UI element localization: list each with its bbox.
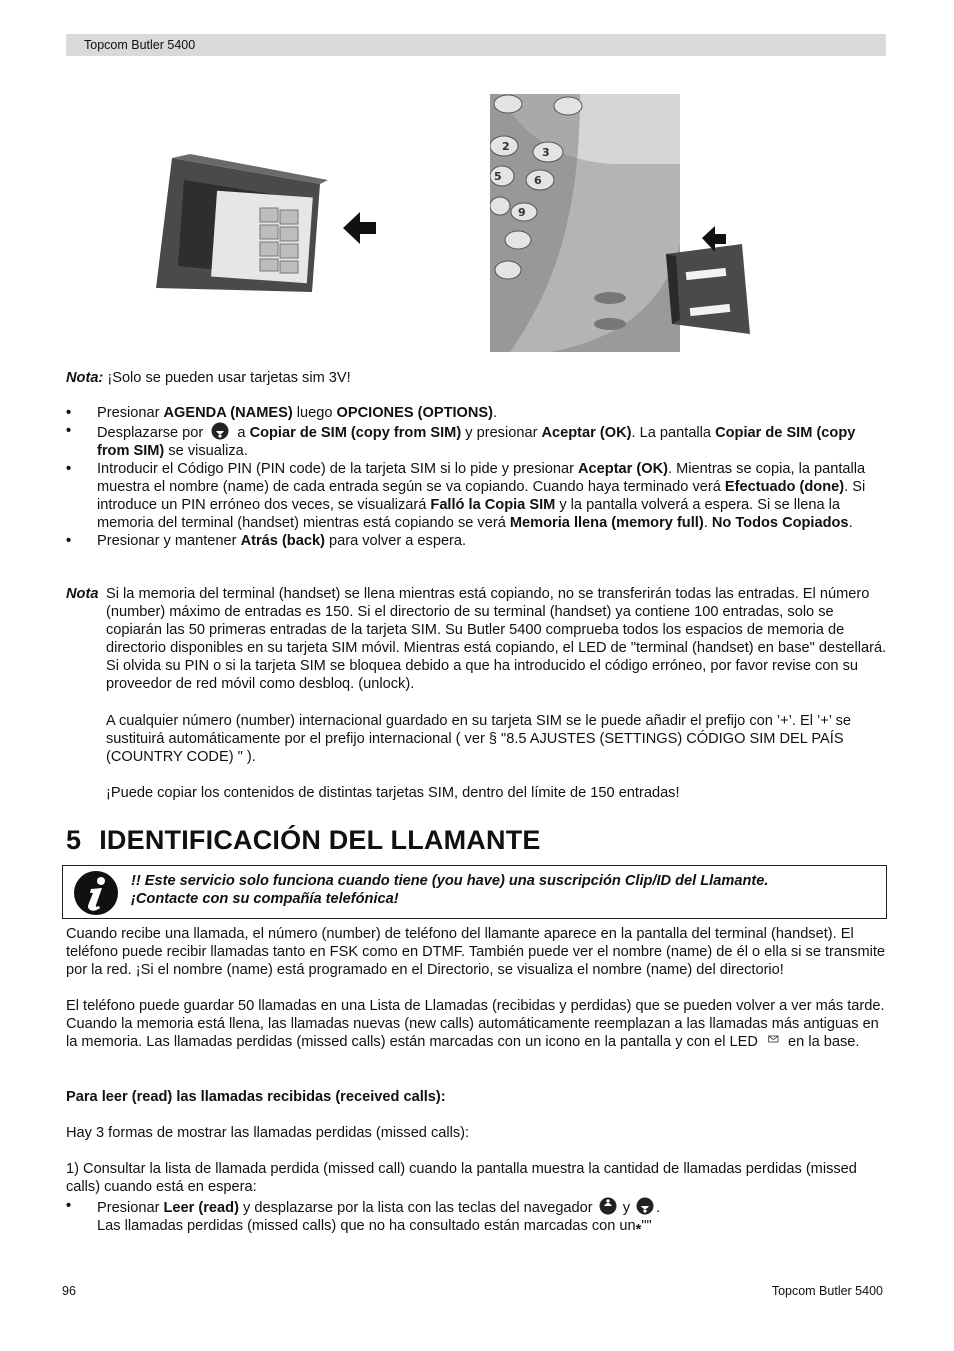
nota2-paragraph-3: ¡Puede copiar los contenidos de distintas tarjetas SIM, dentro del límite de 150 entradas! — [106, 785, 680, 801]
caller-id-paragraph-1: Cuando recibe una llamada, el número (number) de teléfono del llamante aparece en la pantalla del terminal (handset). El teléfono puede recibir llamadas tanto en FSK como en DTMF. También puede ver el nombre (name) de él o ella si se transmite por la red. ¡Si el nombre (name) está programado en el Directorio, se visualiza el nombre (name) del directorio! — [66, 926, 886, 978]
section-number: 5 — [66, 825, 82, 855]
nota2-label: Nota — [66, 586, 99, 602]
section-title-text: IDENTIFICACIÓN DEL LLAMANTE — [99, 825, 541, 855]
section-title — [66, 824, 541, 856]
header-bar — [66, 34, 886, 56]
info-icon — [73, 870, 119, 916]
list-item: • Introducir el Código PIN (PIN code) de la tarjeta SIM si lo pide y presionar Aceptar (OK). Mientras se copia, la pantalla muestra el nombre (name) de cada entrada según se va copiando. Cuando haya terminado verá Efectuado (done). Si introduce un PIN erróneo dos veces, se visualizará Falló la Copia SIM y la pantalla volverá a espera. Si se llena la memoria del terminal (handset) mientras está copiando se verá Memoria llena (memory full). No Todos Copiados. — [66, 460, 888, 532]
header-title: Topcom Butler 5400 — [84, 38, 196, 52]
phone-sim-insert-illustration — [490, 94, 752, 352]
nota-text: ¡Solo se pueden usar tarjetas sim 3V! — [103, 370, 351, 386]
svg-text:3: 3 — [542, 146, 550, 159]
list-item: • Presionar Leer (read) y desplazarse por la lista con las teclas del navegador y . Las llamadas perdidas (missed calls) que no ha consultado están marcadas con un*"" — [66, 1197, 888, 1235]
subheading-read-calls: Para leer (read) las llamadas recibidas (received calls): — [66, 1089, 446, 1105]
list-item: • Presionar AGENDA (NAMES) luego OPCIONES (OPTIONS). — [66, 404, 888, 422]
page-number: 96 — [62, 1284, 76, 1298]
svg-text:9: 9 — [518, 206, 526, 219]
read-calls-steps — [66, 1197, 888, 1238]
nota2-paragraph-2: A cualquier número (number) internacional guardado en su tarjeta SIM se le puede añadir el prefijo con ’+’. El ’+’ se sustituirá automáticamente por el prefijo internacional ( ver § "8.5 AJUSTES (SETTINGS) CÓDIGO SIM DEL PAÍS (COUNTRY CODE) " ). — [106, 713, 851, 765]
svg-text:6: 6 — [534, 174, 542, 187]
info-line-1: !! Este servicio solo funciona cuando tiene (you have) una suscripción Clip/ID del Llamante. — [131, 873, 769, 889]
navigator-down-icon — [636, 1197, 654, 1215]
missed-call-star: * — [635, 1222, 642, 1238]
nota-sim-3v — [66, 369, 888, 387]
info-box — [62, 865, 887, 919]
info-text — [131, 872, 871, 908]
caller-id-paragraph-2: El teléfono puede guardar 50 llamadas en una Lista de Llamadas (recibidas y perdidas) que se pueden volver a ver más tarde. Cuando la memoria está llena, las llamadas nuevas (new calls) automáticamente reemplazan a las llamadas más antiguas en la memoria. Las llamadas perdidas (missed calls) están marcadas con un icono en la pantalla y con el LED en la base. — [66, 998, 885, 1050]
navigator-up-icon — [599, 1197, 617, 1215]
info-line-2: ¡Contacte con su compañía telefónica! — [131, 891, 399, 907]
missed-calls-intro: Hay 3 formas de mostrar las llamadas perdidas (missed calls): — [66, 1125, 470, 1141]
list-item: • Desplazarse por a Copiar de SIM (copy from SIM) y presionar Aceptar (OK). La pantalla Copiar de SIM (copy from SIM) se visualiza. — [66, 422, 888, 460]
footer-title: Topcom Butler 5400 — [771, 1284, 883, 1298]
list-item: • Presionar y mantener Atrás (back) para volver a espera. — [66, 532, 888, 550]
svg-text:5: 5 — [494, 170, 502, 183]
navigator-down-icon — [211, 422, 229, 440]
nota-label: Nota: — [66, 370, 104, 386]
led-envelope-icon — [766, 1035, 782, 1047]
sim-tray-illustration — [150, 150, 390, 295]
nota2-paragraph-1: Si la memoria del terminal (handset) se llena mientras está copiando, no se transferirán todas las entradas. El número (number) máximo de entradas es 150. Si el directorio de su terminal (handset) ya contiene 100 entradas, solo se copiarán las 50 primeras entradas de la tarjeta SIM. Su Butler 5400 comprueba todos los espacios de memoria de directorio disponibles en su tarjeta SIM móvil. Mientras está copiando, el LED de "terminal (handset) en base" destellará. Si olvida su PIN o si la tarjeta SIM se bloquea debido a que ha introducido el código erróneo, por favor revise con su proveedor de red móvil como desbloq. (unlock). — [106, 586, 887, 692]
missed-calls-method-1: 1) Consultar la lista de llamada perdida (missed call) cuando la pantalla muestra la cantidad de llamadas perdidas (missed calls) cuando está en espera: — [66, 1161, 857, 1195]
copy-sim-steps — [66, 404, 888, 550]
svg-text:2: 2 — [502, 140, 510, 153]
